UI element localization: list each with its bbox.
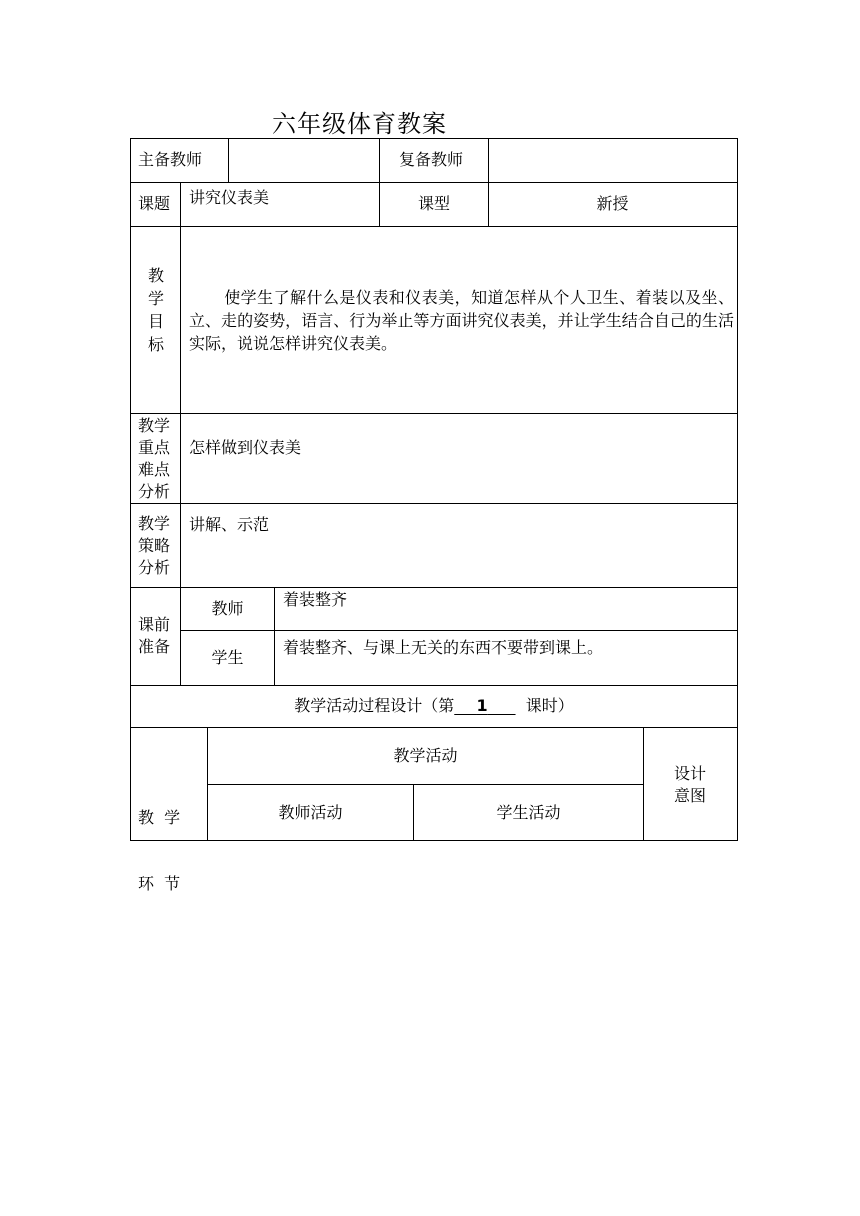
activities-label: 教学活动 [393, 746, 458, 765]
prep-teacher-text: 着装整齐 [283, 590, 348, 609]
preparation-label: 课前 准备 [138, 615, 171, 656]
co-teacher-label: 复备教师 [399, 150, 464, 169]
type-label: 课型 [417, 194, 450, 213]
objectives-text: 使学生了解什么是仪表和仪表美，知道怎样从个人卫生、着装以及坐、立、走的姿势，语言、行为举止等方面讲究仪表美，并让学生结合自己的生活实际，说说怎样讲究仪表美。 [189, 288, 734, 353]
type-value: 新授 [596, 194, 629, 213]
key-points-label: 教学 重点 难点 分析 [138, 416, 171, 501]
stage-label: 教 学 环 节 [138, 808, 181, 893]
lead-teacher-label: 主备教师 [138, 150, 203, 169]
prep-student-label: 学生 [211, 648, 244, 667]
objectives-label: 教 学 目 标 [147, 266, 164, 354]
design-intent-label: 设计 意图 [674, 764, 707, 805]
prep-teacher-label: 教师 [211, 599, 244, 618]
strategy-label: 教学 策略 分析 [138, 514, 171, 577]
student-activity-label: 学生活动 [496, 803, 561, 822]
key-points-text: 怎样做到仪表美 [189, 438, 302, 457]
topic-label: 课题 [138, 194, 171, 213]
teacher-activity-label: 教师活动 [278, 803, 343, 822]
topic-value: 讲究仪表美 [189, 188, 270, 207]
prep-student-text: 着装整齐、与课上无关的东西不要带到课上。 [283, 638, 604, 657]
page-title: 六年级体育教案 [272, 110, 447, 138]
strategy-text: 讲解、示范 [189, 515, 270, 534]
process-title: 教学活动过程设计（第 1 课时） [294, 696, 574, 715]
